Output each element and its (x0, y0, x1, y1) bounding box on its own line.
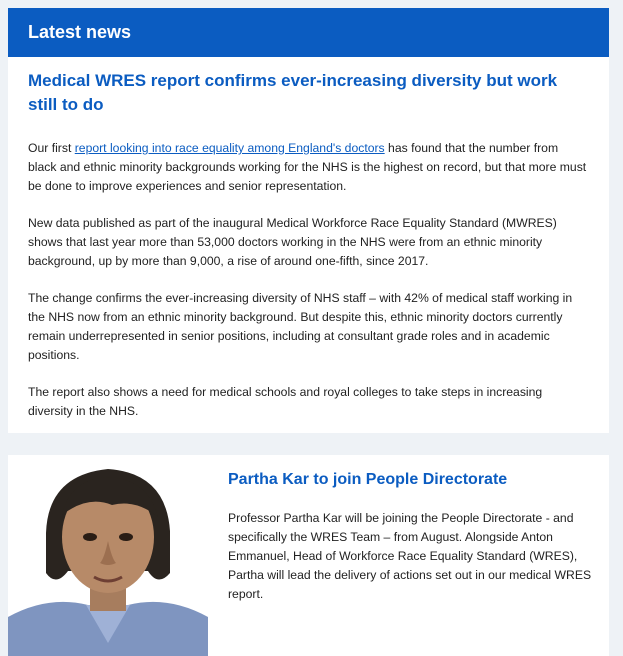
profile-content (208, 455, 609, 656)
section-title: Latest news (28, 22, 132, 42)
article-body: Professor Partha Kar will be joining the People Directorate - and specifically the WRES Team – from August. Alongside Anton Emmanuel, Head of Workforce Race Equality Standard (WRES), Partha will lead the delivery of actions set out in our medical WRES report. (228, 511, 592, 601)
article-paragraph: New data published as part of the inaugural Medical Workforce Race Equality Standard (MWRES) shows that last year more than 53,000 doctors working in the NHS were from an ethnic minority background, up by more than 9,000, a rise of around one-fifth, since 2017. (28, 216, 557, 268)
article-paragraph (28, 139, 589, 196)
portrait-photo (8, 455, 208, 656)
newsletter (8, 8, 609, 656)
text: Our first (28, 141, 75, 155)
profile-card (8, 455, 609, 656)
article-paragraph: The report also shows a need for medical schools and royal colleges to take steps in increasing diversity in the NHS. (28, 385, 543, 418)
article-title: Partha Kar to join People Directorate (228, 471, 508, 488)
news-card (8, 57, 609, 433)
text: has found that the number from black and ethnic minority backgrounds working for the NHS is the highest on record, but that more must be done to improve experiences and senior representation. (28, 141, 587, 193)
report-link[interactable]: report looking into race equality among England's doctors (74, 141, 385, 155)
article-paragraph: The change confirms the ever-increasing diversity of NHS staff – with 42% of medical staff working in the NHS now from an ethnic minority background. But despite this, ethnic minority doctors currently remain underrepresented in senior positions, including at consultant grade roles and in academic positions. (28, 291, 573, 362)
section-header (8, 8, 609, 57)
person-portrait-image (8, 455, 208, 656)
article-title: Medical WRES report confirms ever-increasing diversity but work still to do (28, 71, 558, 114)
